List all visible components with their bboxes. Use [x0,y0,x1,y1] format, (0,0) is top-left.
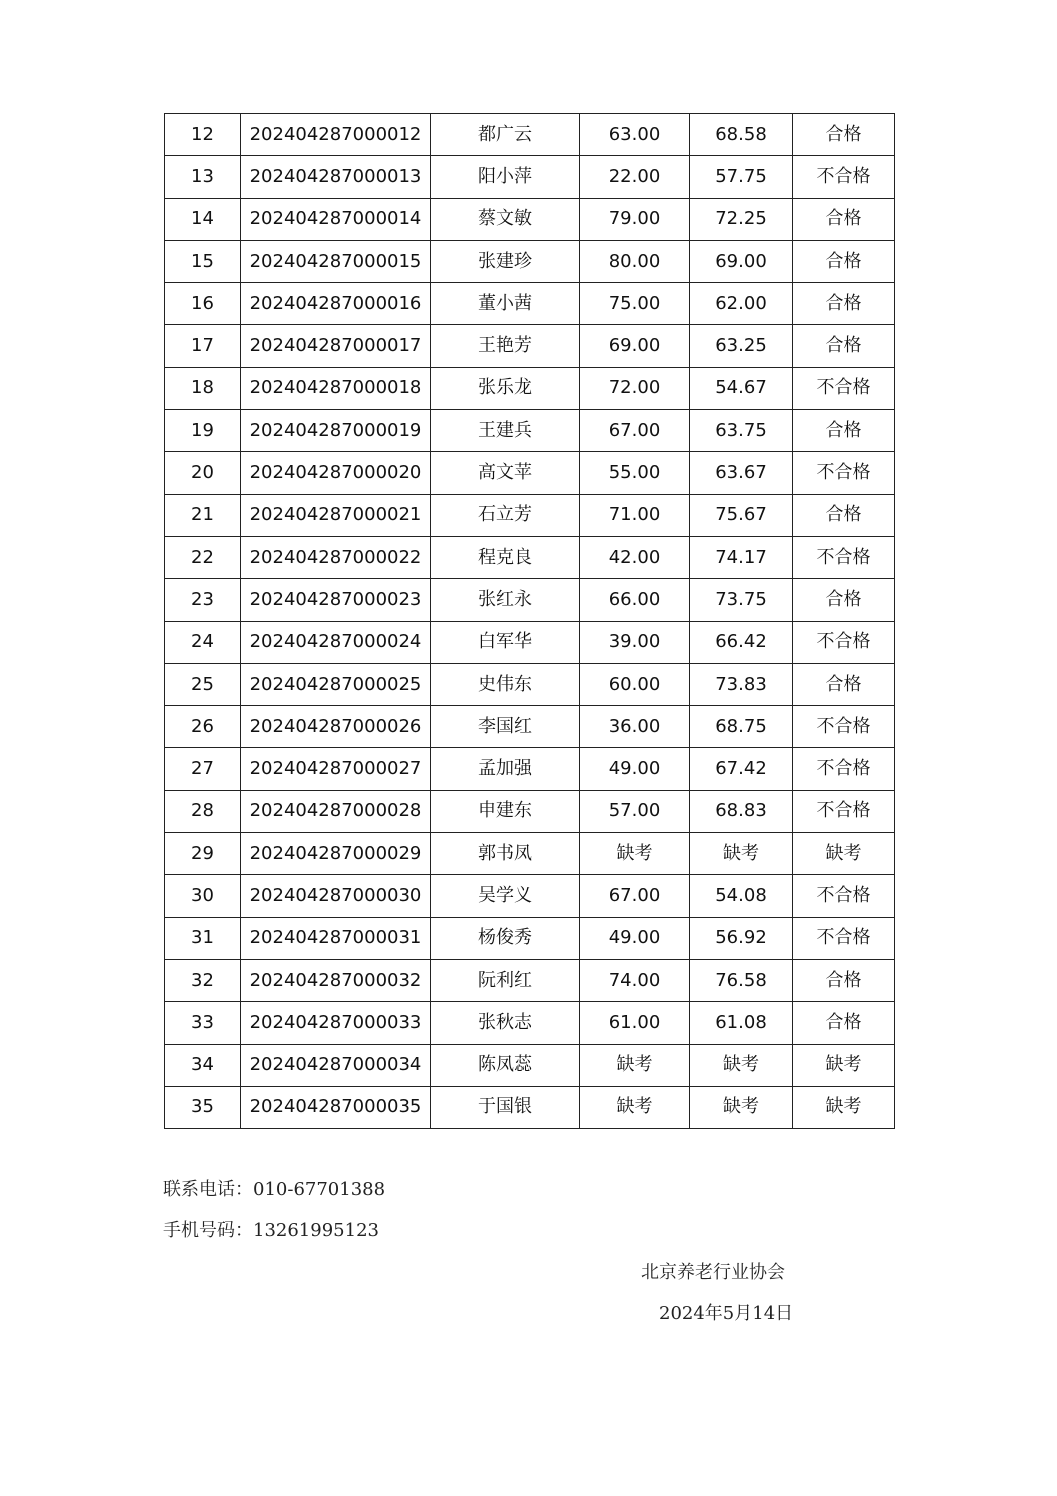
cell-exam-id: 202404287000016 [241,283,431,325]
cell-name: 张乐龙 [431,367,580,409]
cell-score-2: 61.08 [690,1002,793,1044]
cell-name: 程克良 [431,536,580,578]
table-row [165,833,895,875]
cell-result: 合格 [793,114,895,156]
cell-seq-no: 30 [165,875,241,917]
cell-exam-id: 202404287000025 [241,663,431,705]
table-row [165,367,895,409]
cell-score-1: 80.00 [580,240,690,282]
cell-score-2: 54.67 [690,367,793,409]
table-row [165,283,895,325]
table-row [165,579,895,621]
cell-seq-no: 28 [165,790,241,832]
table-row [165,198,895,240]
contact-phone-label: 联系电话： [163,1179,253,1200]
table-row [165,959,895,1001]
cell-result: 合格 [793,959,895,1001]
cell-result: 合格 [793,579,895,621]
cell-result: 不合格 [793,875,895,917]
cell-seq-no: 18 [165,367,241,409]
cell-score-2: 63.75 [690,410,793,452]
cell-result: 不合格 [793,917,895,959]
mobile-phone-label: 手机号码： [163,1220,253,1241]
cell-result: 合格 [793,240,895,282]
cell-score-1: 60.00 [580,663,690,705]
cell-name: 陈凤蕊 [431,1044,580,1086]
table-row [165,1044,895,1086]
cell-result: 缺考 [793,833,895,875]
cell-score-1: 39.00 [580,621,690,663]
cell-result: 不合格 [793,536,895,578]
cell-result: 合格 [793,1002,895,1044]
cell-seq-no: 27 [165,748,241,790]
cell-seq-no: 23 [165,579,241,621]
cell-result: 合格 [793,325,895,367]
cell-exam-id: 202404287000027 [241,748,431,790]
cell-result: 缺考 [793,1044,895,1086]
cell-score-2: 76.58 [690,959,793,1001]
cell-name: 吴学义 [431,875,580,917]
table-row [165,240,895,282]
cell-name: 史伟东 [431,663,580,705]
cell-score-1: 49.00 [580,917,690,959]
cell-result: 不合格 [793,367,895,409]
cell-score-2: 62.00 [690,283,793,325]
cell-seq-no: 31 [165,917,241,959]
cell-name: 阳小萍 [431,156,580,198]
cell-exam-id: 202404287000028 [241,790,431,832]
table-row [165,410,895,452]
cell-seq-no: 16 [165,283,241,325]
cell-name: 杨俊秀 [431,917,580,959]
table-row [165,875,895,917]
cell-result: 合格 [793,283,895,325]
cell-exam-id: 202404287000030 [241,875,431,917]
cell-result: 不合格 [793,452,895,494]
cell-exam-id: 202404287000023 [241,579,431,621]
cell-seq-no: 33 [165,1002,241,1044]
cell-score-2: 74.17 [690,536,793,578]
cell-exam-id: 202404287000033 [241,1002,431,1044]
cell-score-1: 69.00 [580,325,690,367]
cell-result: 合格 [793,494,895,536]
cell-exam-id: 202404287000029 [241,833,431,875]
cell-score-1: 74.00 [580,959,690,1001]
cell-name: 张红永 [431,579,580,621]
cell-score-2: 缺考 [690,833,793,875]
cell-result: 合格 [793,198,895,240]
cell-name: 高文苹 [431,452,580,494]
cell-name: 于国银 [431,1086,580,1128]
table-row [165,536,895,578]
document-date: 2024年5月14日 [659,1303,794,1324]
contact-phone-line [163,1175,385,1201]
cell-name: 白军华 [431,621,580,663]
cell-score-2: 73.83 [690,663,793,705]
cell-exam-id: 202404287000031 [241,917,431,959]
cell-exam-id: 202404287000018 [241,367,431,409]
table-row [165,663,895,705]
cell-score-1: 61.00 [580,1002,690,1044]
cell-exam-id: 202404287000013 [241,156,431,198]
table-row [165,156,895,198]
results-table-body [165,114,895,1129]
cell-score-1: 71.00 [580,494,690,536]
cell-score-1: 79.00 [580,198,690,240]
cell-score-2: 68.83 [690,790,793,832]
cell-exam-id: 202404287000020 [241,452,431,494]
cell-score-2: 66.42 [690,621,793,663]
cell-score-1: 缺考 [580,1044,690,1086]
table-row [165,452,895,494]
cell-score-2: 63.67 [690,452,793,494]
cell-name: 王艳芳 [431,325,580,367]
cell-score-2: 63.25 [690,325,793,367]
cell-name: 阮利红 [431,959,580,1001]
cell-seq-no: 22 [165,536,241,578]
cell-score-2: 缺考 [690,1086,793,1128]
cell-exam-id: 202404287000032 [241,959,431,1001]
results-table [164,113,895,1129]
table-row [165,790,895,832]
cell-result: 合格 [793,410,895,452]
cell-result: 不合格 [793,706,895,748]
cell-exam-id: 202404287000017 [241,325,431,367]
cell-score-1: 75.00 [580,283,690,325]
cell-score-2: 75.67 [690,494,793,536]
cell-name: 张建珍 [431,240,580,282]
contact-phone-value: 010-67701388 [253,1179,386,1200]
cell-exam-id: 202404287000035 [241,1086,431,1128]
cell-exam-id: 202404287000012 [241,114,431,156]
cell-seq-no: 20 [165,452,241,494]
cell-score-1: 57.00 [580,790,690,832]
cell-name: 王建兵 [431,410,580,452]
cell-score-1: 72.00 [580,367,690,409]
cell-score-1: 55.00 [580,452,690,494]
cell-score-1: 67.00 [580,410,690,452]
cell-exam-id: 202404287000026 [241,706,431,748]
cell-score-2: 缺考 [690,1044,793,1086]
table-row [165,1002,895,1044]
cell-seq-no: 26 [165,706,241,748]
cell-seq-no: 29 [165,833,241,875]
cell-seq-no: 24 [165,621,241,663]
cell-seq-no: 15 [165,240,241,282]
cell-seq-no: 34 [165,1044,241,1086]
cell-seq-no: 17 [165,325,241,367]
cell-score-2: 73.75 [690,579,793,621]
cell-name: 石立芳 [431,494,580,536]
cell-exam-id: 202404287000014 [241,198,431,240]
table-row [165,1086,895,1128]
cell-exam-id: 202404287000022 [241,536,431,578]
table-row [165,325,895,367]
cell-score-2: 57.75 [690,156,793,198]
table-row [165,748,895,790]
cell-seq-no: 13 [165,156,241,198]
cell-seq-no: 12 [165,114,241,156]
cell-seq-no: 21 [165,494,241,536]
cell-score-1: 36.00 [580,706,690,748]
cell-name: 孟加强 [431,748,580,790]
cell-seq-no: 32 [165,959,241,1001]
cell-result: 不合格 [793,790,895,832]
cell-result: 不合格 [793,748,895,790]
cell-seq-no: 35 [165,1086,241,1128]
table-row [165,114,895,156]
cell-exam-id: 202404287000024 [241,621,431,663]
cell-score-1: 缺考 [580,1086,690,1128]
cell-score-1: 缺考 [580,833,690,875]
cell-score-2: 69.00 [690,240,793,282]
cell-exam-id: 202404287000034 [241,1044,431,1086]
cell-seq-no: 25 [165,663,241,705]
table-row [165,494,895,536]
mobile-phone-value: 13261995123 [253,1220,379,1241]
cell-result: 缺考 [793,1086,895,1128]
cell-score-2: 68.75 [690,706,793,748]
cell-name: 都广云 [431,114,580,156]
cell-name: 董小茜 [431,283,580,325]
mobile-phone-line [163,1216,379,1242]
table-row [165,706,895,748]
cell-name: 张秋志 [431,1002,580,1044]
cell-score-1: 49.00 [580,748,690,790]
cell-seq-no: 19 [165,410,241,452]
cell-name: 蔡文敏 [431,198,580,240]
table-row [165,917,895,959]
cell-score-2: 56.92 [690,917,793,959]
cell-name: 申建东 [431,790,580,832]
table-row [165,621,895,663]
cell-seq-no: 14 [165,198,241,240]
organization-name: 北京养老行业协会 [641,1262,785,1283]
cell-exam-id: 202404287000019 [241,410,431,452]
cell-score-1: 66.00 [580,579,690,621]
cell-name: 郭书凤 [431,833,580,875]
cell-result: 不合格 [793,156,895,198]
cell-score-1: 42.00 [580,536,690,578]
cell-score-1: 67.00 [580,875,690,917]
cell-score-2: 68.58 [690,114,793,156]
cell-score-1: 22.00 [580,156,690,198]
cell-exam-id: 202404287000021 [241,494,431,536]
cell-exam-id: 202404287000015 [241,240,431,282]
cell-score-2: 54.08 [690,875,793,917]
cell-name: 李国红 [431,706,580,748]
cell-result: 不合格 [793,621,895,663]
cell-result: 合格 [793,663,895,705]
cell-score-2: 72.25 [690,198,793,240]
cell-score-1: 63.00 [580,114,690,156]
cell-score-2: 67.42 [690,748,793,790]
